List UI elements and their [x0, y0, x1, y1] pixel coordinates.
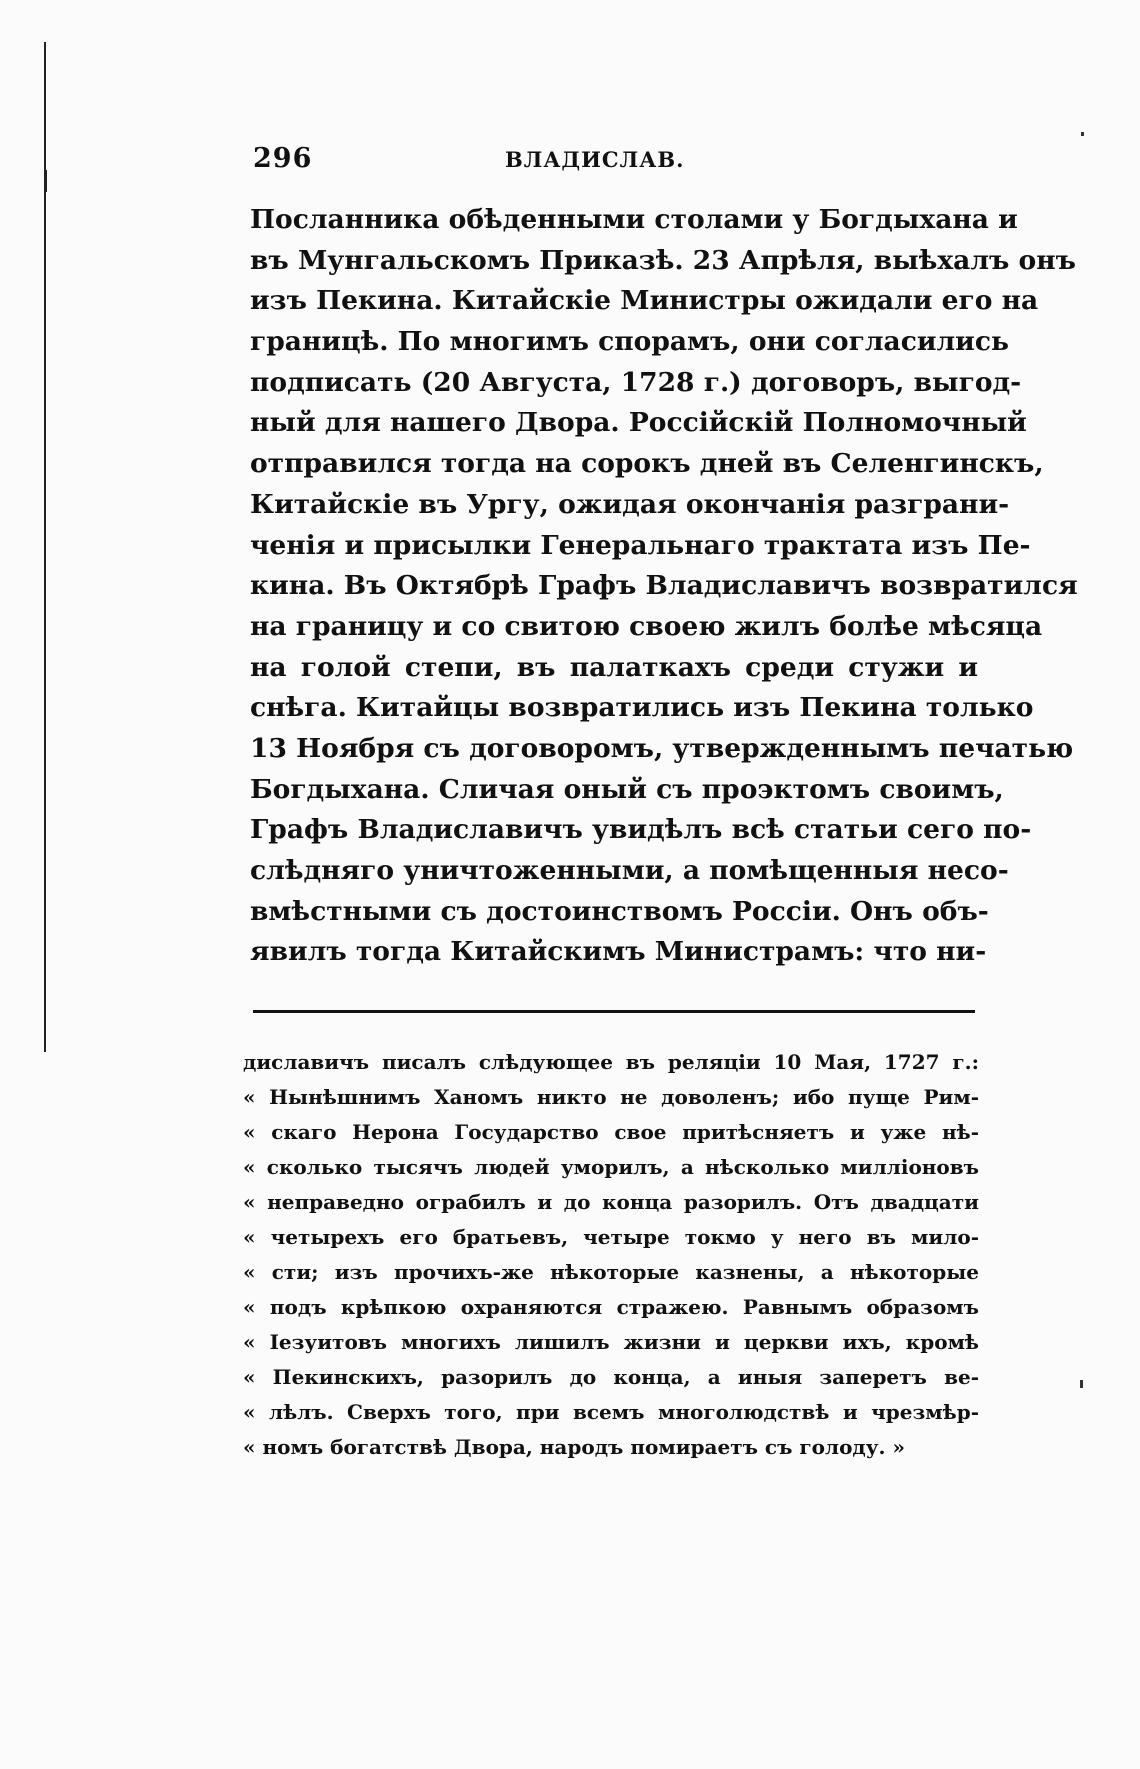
main-text-line: Китайскіе въ Ургу, ожидая окончанія разграни-: [250, 488, 1010, 520]
main-text-block: [250, 200, 1078, 973]
page-edge-mark: [44, 170, 47, 192]
main-text-line: слѣдняго уничтоженными, а помѣщенныя несо-: [250, 855, 1009, 886]
page-header: [253, 143, 973, 183]
main-text-line: явилъ тогда Китайскимъ Министрамъ: что ни-: [250, 936, 987, 968]
scan-speck: [1080, 1380, 1083, 1388]
main-text-line: ный для нашего Двора. Россійскій Полномочный: [250, 407, 1027, 439]
footnote-line: « номъ богатствѣ Двора, народъ помираетъ съ голоду. »: [243, 1435, 905, 1459]
footnote-line: « четырехъ его братьевъ, четыре токмо у него въ мило-: [243, 1225, 979, 1249]
footnote-line: « неправедно ограбилъ и до конца разорилъ. Отъ двадцати: [243, 1190, 979, 1214]
footnote-line: « сколько тысячъ людей уморилъ, а нѣсколько милліоновъ: [243, 1155, 979, 1179]
main-text-line: границѣ. По многимъ спорамъ, они согласились: [250, 326, 1009, 358]
footnote-line: « Нынѣшнимъ Ханомъ никто не доволенъ; ибо пуще Рим-: [243, 1085, 979, 1109]
main-text-line: ченія и присылки Генеральнаго трактата изъ Пе-: [250, 529, 1031, 561]
running-head: ВЛАДИСЛАВ.: [505, 147, 685, 172]
main-text-line: изъ Пекина. Китайскіе Министры ожидали его на: [250, 285, 1039, 317]
main-text-line: вмѣстными съ достоинствомъ Россіи. Онъ объ-: [250, 895, 989, 927]
main-text-line: кина. Въ Октябрѣ Графъ Владиславичъ возвратился: [250, 570, 1078, 602]
footnote-line: « сти; изъ прочихъ-же нѣкоторые казнены, а нѣкоторые: [243, 1260, 979, 1284]
page-edge-line: [44, 42, 46, 1052]
page-number: 296: [253, 143, 313, 174]
footnote-line: « подъ крѣпкою охраняются стражею. Равнымъ образомъ: [243, 1295, 979, 1319]
main-text-line: снѣга. Китайцы возвратились изъ Пекина только: [250, 692, 1034, 724]
footnote-line: « Пекинскихъ, разорилъ до конца, а иныя заперетъ ве-: [243, 1365, 979, 1389]
footnote-line: « скаго Нерона Государство свое притѣсняетъ и уже нѣ-: [243, 1120, 979, 1144]
scan-speck: [1081, 132, 1084, 136]
main-text-line: Богдыхана. Сличая оный съ проэктомъ своимъ,: [250, 773, 1004, 805]
main-text-line: Графъ Владиславичъ увидѣлъ всѣ статьи сего по-: [250, 814, 1032, 846]
main-text-line: въ Мунгальскомъ Приказѣ. 23 Апрѣля, выѣхалъ онъ: [250, 244, 1076, 276]
main-text-line: Посланника обѣденными столами у Богдыхана и: [250, 204, 1018, 235]
main-text-line: подписать (20 Августа, 1728 г.) договоръ, выгод-: [250, 366, 1022, 398]
main-text-line: на голой степи, въ палаткахъ среди стужи и: [250, 651, 978, 683]
main-text-line: на границу и со свитою своею жилъ болѣе мѣсяца: [250, 610, 1043, 642]
main-text-line: отправился тогда на сорокъ дней въ Селенгинскъ,: [250, 448, 1044, 480]
footnote-block: [243, 1045, 979, 1465]
footnote-line: диславичъ писалъ слѣдующее въ реляціи 10 Мая, 1727 г.:: [243, 1050, 979, 1074]
footnote-separator-rule: [253, 1010, 975, 1013]
main-text-line: 13 Ноября съ договоромъ, утвержденнымъ печатью: [250, 732, 1074, 764]
footnote-line: « Іезуитовъ многихъ лишилъ жизни и церкви ихъ, кромѣ: [243, 1330, 979, 1354]
footnote-line: « лѣлъ. Сверхъ того, при всемъ многолюдствѣ и чрезмѣр-: [243, 1400, 979, 1424]
